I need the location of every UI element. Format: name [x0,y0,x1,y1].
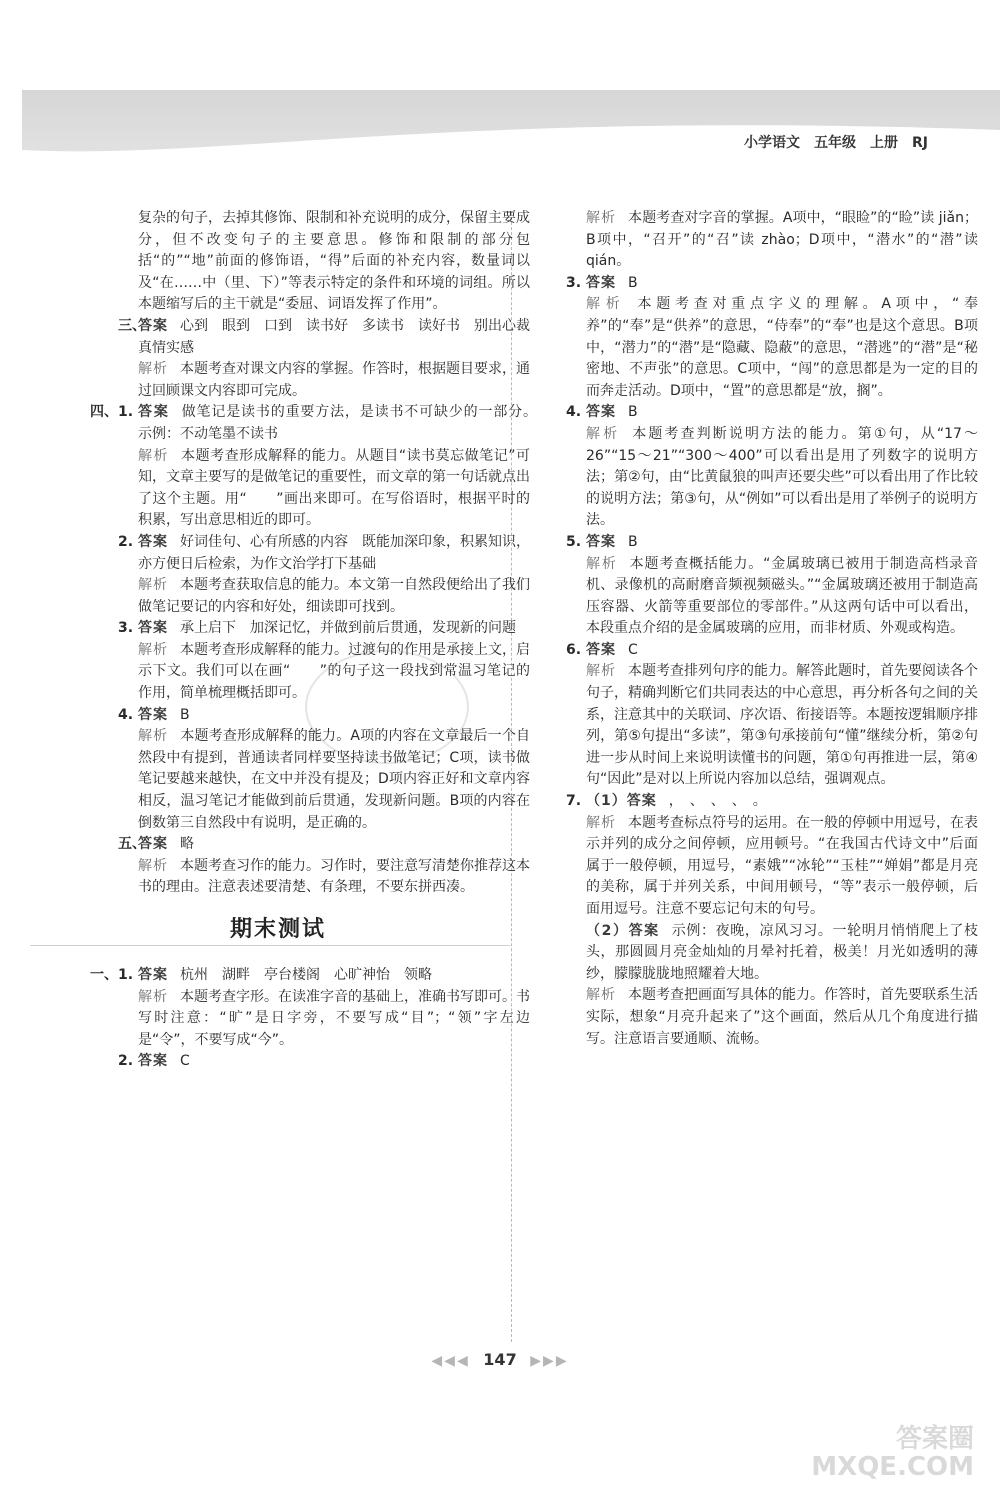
page-footer [0,1350,1000,1369]
analysis-label: 解析 [586,663,616,680]
answer-entry [90,359,530,402]
answer-entry [538,208,978,273]
question-number: 3. [118,620,134,637]
entry-text: 心到 眼到 口到 读书好 多读书 读好书 别出心裁 真情实感 [138,317,544,356]
analysis-label: 解析 [586,296,626,313]
analysis-label: 解析 [586,555,618,572]
answer-entry [90,726,530,834]
entry-text: 做笔记是读书的重要方法，是读书不可缺少的一部分。 示例：不动笔墨不读书 [138,404,545,442]
entry-text: C [180,1053,190,1070]
analysis-label: 解析 [586,210,617,226]
entry-text: 本题考查排列句序的能力。解答此题时，首先要阅读各个句子，精确判断它们共同表达的中心意思，再分析各句之间的关系，注意其中的关联词、序次语、衔接语等。本题按逻辑顺序排列，第⑤句提出“多读”，第③句承接前句“懂”继续分析，第②句进一步从时间上来说明读懂书的问题，第①句再推进一层，第④句“因此”是对以上所说内容加以总结，强调观点。 [586,663,978,788]
section-title [90,913,530,961]
entry-text: 本题考查获取信息的能力。本文第一自然段便给出了我们做笔记要记的内容和好处，细读即可找到。 [138,577,530,615]
entry-text: B [180,706,190,723]
answer-entry [538,532,978,554]
question-number: 四、1. [90,404,134,421]
watermark-domain: MXQE.COM [811,1452,974,1482]
answer-entry [90,987,530,1052]
entry-text: 本题考查概括能力。“金属玻璃已被用于制造高档录音机、录像机的高耐磨音频视频磁头。”“金属玻璃还被用于制造高压容器、火箭等重要部位的零部件。”从这两句话中可以看出，本段重点介绍的是金属玻璃的应用，而非材质、外观或构造。 [586,555,978,637]
answer-label: 答案 [138,1053,168,1070]
answer-entry [90,618,530,640]
answer-entry [538,294,978,402]
analysis-label: 解析 [138,577,168,594]
question-number: 7. [566,793,582,810]
analysis-label: 解析 [138,447,170,464]
answer-label: 答案 [138,706,168,723]
entry-text: 本题考查标点符号的运用。在一般的停顿中用逗号，在表示并列的成分之间停顿，应用顿号。“在我国古代诗文中”后面属于一般停顿，用逗号，“素娥”“冰轮”“玉桂”“婵娟”都是月亮的美称，属于并列关系，中间用顿号，“等”表示一般停顿，后面用逗号。注意不要忘记句末的句号。 [586,814,978,917]
answer-entry [90,640,530,705]
answer-entry [90,856,530,899]
analysis-label: 解析 [586,814,616,831]
answer-entry [538,402,978,424]
answer-entry [538,661,978,791]
answer-entry [90,532,530,575]
entry-text: 本题考查对重点字义的理解。A项中，“奉养”的“奉”是“供养”的意思，“侍奉”的“奉”也是这个意思。B项中，“潜力”的“潜”是“隐藏、隐蔽”的意思，“潜逃”的“潜”是“秘密地、不声张”的意思。C项中，“闯”的意思都是为一定的目的而奔走活动。D项中，“置”的意思都是“放，搁”。 [586,296,978,399]
question-number: 4. [566,404,582,421]
question-number: 6. [566,641,582,658]
answer-label: 答案 [138,620,168,637]
entry-text: ， 、 、 、 。 [668,793,767,810]
analysis-label: 解析 [138,857,168,874]
entry-text: C [628,641,638,658]
answer-label: 答案 [586,404,616,421]
left-column [90,208,545,1073]
analysis-label: 解析 [586,425,621,442]
entry-text: 承上启下 加深记忆，并做到前后贯通，发现新的问题 [180,620,516,637]
prev-arrows-icon: ◀◀◀ [431,1353,470,1369]
answer-label: 答案 [138,836,168,853]
entry-text: B [628,533,638,550]
answer-entry [90,575,530,618]
answer-entry [538,424,978,532]
entry-text: 本题考查对字音的掌握。A项中，“眼睑”的“睑”读 jiǎn；B项中，“召开”的“召”读 zhào；D项中，“潜水”的“潜”读 qián。 [586,210,979,270]
entry-text: 本题考查对课文内容的掌握。作答时，根据题目要求，通过回顾课文内容即可完成。 [138,361,530,399]
entry-text: 杭州 湖畔 亭台楼阁 心旷神怡 领略 [180,967,432,983]
next-arrows-icon: ▶▶▶ [530,1353,569,1369]
right-column [538,208,978,1050]
entry-text: 示例：夜晚，凉风习习。一轮明月悄悄爬上了枝头，那圆圆月亮金灿灿的月晕衬托着，极美！月光如透明的薄纱，朦朦胧胧地照耀着大地。 [586,922,978,982]
answer-entry [90,208,530,316]
answer-label: 答案 [138,317,168,334]
entry-text: 本题考查形成解释的能力。从题目“读书莫忘做笔记”可知，文章主要写的是做笔记的重要性，而文章的第一句话就点出了这个主题。用“ ”画出来即可。在写俗语时，根据平时的积累，写出意思相近的即可。 [138,447,530,529]
answer-label: 答案 [586,533,616,550]
answer-entry [90,316,544,359]
section-rule [30,945,510,946]
answer-label: 答案 [138,533,168,550]
answer-entry [90,402,545,445]
watermark-logo-text: 答案圈 [895,1424,974,1454]
answer-label: 答案 [138,967,168,983]
site-watermark [811,1425,974,1481]
entry-text: 好词佳句、心有所感的内容 既能加深印象，积累知识，亦方便日后检索，为作文治学打下基础 [138,533,530,572]
answer-entry [538,791,978,813]
answer-label: （2）答案 [586,922,660,939]
section-title-text: 期末测试 [230,917,327,942]
header-swoosh-decoration [22,90,1000,168]
question-number: 3. [566,274,582,291]
question-number: 2. [118,533,134,550]
question-number: 4. [118,706,134,723]
question-number: 三、 [118,317,146,334]
entry-text: 本题考查字形。在读准字音的基础上，准确书写即可。书写时注意：“旷”是日字旁，不要写成“目”；“领”字左边是“令”，不要写成“今”。 [138,988,530,1048]
entry-text: 复杂的句子，去掉其修饰、限制和补充说明的成分，保留主要成分，但不改变句子的主要意思。修饰和限制的部分包括“的”“地”前面的修饰语，“得”后面的补充内容，数量词以及“在……中（里、下）”等表示特定的条件和环境的词组。所以本题缩写后的主干就是“委屈、词语发挥了作用”。 [138,210,530,313]
analysis-label: 解析 [586,987,616,1004]
answer-label: （1）答案 [586,793,657,810]
analysis-label: 解析 [138,728,169,745]
answer-entry [538,985,978,1050]
analysis-label: 解析 [138,988,168,1005]
question-number: 5. [566,533,582,550]
analysis-label: 解析 [138,641,168,658]
answer-label: 答案 [138,404,170,421]
answer-entry [538,921,978,986]
answer-entry [538,813,978,921]
answer-label: 答案 [586,274,616,291]
answer-label: 答案 [586,641,616,658]
question-number: 一、1. [90,967,134,983]
answer-entry [538,273,978,295]
page-header [22,90,1000,168]
entry-text: 本题考查判断说明方法的能力。第①句，从“17～26”“15～21”“300～400”可以看出是用了列数字的说明方法；第②句，由“比黄鼠狼的叫声还要尖些”可以看出用了作比较的说明方法；第③句，从“例如”可以看出是用了举例子的说明方法。 [586,425,978,529]
question-number: 五、 [118,836,146,853]
answer-entry [90,965,530,987]
answer-entry [90,705,530,727]
answer-entry [90,834,530,856]
entry-text: B [628,274,638,291]
entry-text: 略 [180,836,194,853]
question-number: 2. [118,1053,134,1070]
entry-text: 本题考查把画面写具体的能力。作答时，首先要联系生活实际，想象“月亮升起来了”这个画面，然后从几个角度进行描写。注意语言要通顺、流畅。 [586,987,978,1047]
analysis-label: 解析 [138,361,168,378]
answer-entry [90,1051,530,1073]
entry-text: 本题考查习作的能力。习作时，要注意写清楚你推荐这本书的理由。注意表述要清楚、有条理，不要东拼西凑。 [138,857,530,896]
answer-entry [90,446,530,532]
book-subject-title: 小学语文 五年级 上册 RJ [744,135,928,151]
answer-entry [538,554,978,640]
entry-text: B [628,404,638,421]
entry-text: 本题考查形成解释的能力。过渡句的作用是承接上文，启示下文。我们可以在画“ ”的句子这一段找到常温习笔记的作用，简单梳理概括即可。 [138,641,530,702]
answer-entry [538,640,978,662]
entry-text: 本题考查形成解释的能力。A项的内容在文章最后一个自然段中有提到，普通读者同样要坚持读书做笔记；C项，读书做笔记要越来越快，在文中并没有提及；D项内容正好和文章内容相反，温习笔记才能做到前后贯通，发现新问题。B项的内容在倒数第三自然段中有说明，是正确的。 [138,728,531,831]
page-number: 147 [483,1350,517,1369]
